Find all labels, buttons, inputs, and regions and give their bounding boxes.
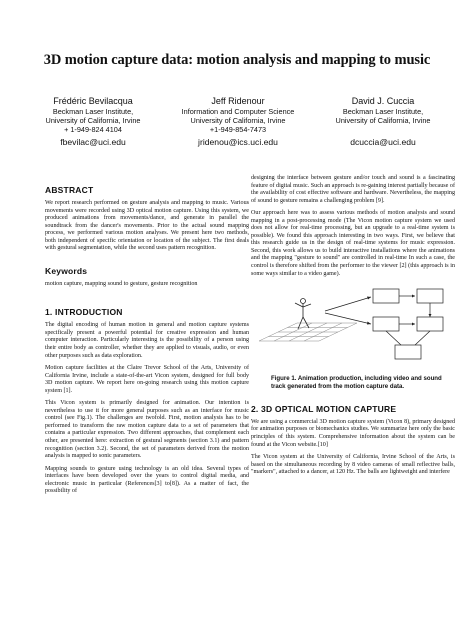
- author-email[interactable]: fbevilac@uci.edu: [60, 137, 126, 148]
- author-phone: + 1-949-824 4104: [64, 125, 122, 135]
- keywords-text: motion capture, mapping sound to gesture, gesture recognition: [45, 280, 198, 287]
- author-2: [163, 96, 313, 147]
- section-2-heading: 2. 3D OPTICAL MOTION CAPTURE: [251, 403, 397, 414]
- author-block: [18, 96, 458, 152]
- abstract-text: We report research performed on gesture analysis and mapping to music. Various movements were recorded using 3D optical motion capture. Using this system, we produced animations from movements/dance, and generate in parallel the soundtrack from the dancer's movements. Prior to the actual sound mapping process, we performed various motion analyses. We present here two methods, both independent of specific orientation or location of the subject. The first deals with gestural segmentation, while the second uses pattern recognition.: [45, 200, 249, 252]
- author-3: [308, 96, 458, 147]
- section-2-paragraph: We are using a commercial 3D motion capture system (Vicon 8), primary designed for animation purposes or biomechanics studies. We summarize here only the basic principles of this system. Comprehensive information about the system can be found at the Vicon website.[10]: [251, 418, 455, 448]
- author-affiliation: Beckman Laser Institute,: [342, 107, 424, 116]
- author-name: Frédéric Bevilacqua: [53, 96, 133, 106]
- author-phone: +1-949-854-7473: [209, 125, 267, 135]
- paper-title: 3D motion capture data: motion analysis and mapping to music: [43, 52, 431, 68]
- right-column: [251, 175, 455, 482]
- author-1: [18, 96, 168, 147]
- body-paragraph: Our approach here was to assess various methods of motion analysis and sound mapping in a post-processing mode (The Vicon motion capture system we used does not allow for real-time processing, but an upgrade to a real-time system is possible). We found this approach interesting in two ways. First, we believe that this research guide us in the design of real-time systems for music expression. Second, this work allows us to build interactive installations where the animations and the mapping "gesture to sound" are controlled in real-time In such a case, the control is therefore shifted from the performer to the viewer [2] (this approach is in some ways similar to a video game).: [251, 210, 455, 277]
- left-column: [45, 185, 249, 501]
- intro-paragraph: Mapping sounds to gesture using technology is an old idea. Several types of interfaces have been developed over the years to control digital media, and electronic music in particular (References[3] to[8]). As a matter of fact, the possibility of: [45, 465, 249, 495]
- figure-1: [251, 283, 455, 371]
- intro-heading: 1. INTRODUCTION: [45, 307, 123, 318]
- intro-paragraph: The digital encoding of human motion in general and motion capture systems specifically present a powerful potential for creative expression and human computer interaction. Particularly interesting is the possibility of a person using their entire body as controller, whether they are applied to visuals, audio, or even other purposes such as data exploration.: [45, 322, 249, 359]
- figure-1-caption: Figure 1. Animation production, including video and sound track generated from the motion capture data.: [271, 375, 442, 390]
- author-name: David J. Cuccia: [351, 96, 415, 106]
- author-email[interactable]: dcuccia@uci.edu: [350, 137, 416, 148]
- body-paragraph: designing the interface between gesture and/or touch and sound is a fascinating feature of digital music. Such an approach is re-gaining interest partially because of the availability of cost effective software and hardware. Nevertheless, the mapping of sound to gesture remains a challenging problem [9].: [251, 175, 455, 204]
- section-2-paragraph: The Vicon system at the University of California, Irvine School of the Arts, is based on the simultaneous recording by 8 video cameras of small reflective balls, "markers", attached to a dancer, at 120 Hz. The balls are lightweight and interfere: [251, 454, 455, 476]
- author-affiliation: Information and Computer Science: [181, 107, 295, 116]
- author-affiliation: Beckman Laser Institute,: [52, 107, 134, 116]
- keywords-heading: Keywords: [45, 265, 88, 276]
- figure-1-diagram: [257, 283, 453, 371]
- author-name: Jeff Ridenour: [211, 96, 265, 106]
- intro-paragraph: This Vicon system is primarily designed for animation. Our intention is nevertheless to use it for more general purposes such as an interface for music control (see Fig.1). The challenges are twofold. First, motion analysis has to be performed to transform the raw motion capture data to a set of parameters that contains a particular expression. Two different approaches, that complement each other, are presented here: extraction of gestural segments (section 3.1) and pattern recognition (section 3.2). Second, the set of parameters derived from the motion analysis is mapped to sonic parameters.: [45, 400, 249, 460]
- intro-paragraph: Motion capture facilities at the Claire Trevor School of the Arts, University of California Irvine, include a state-of-the-art Vicon system, designed for full body 3D motion capture. We report here on-going research using this motion capture system [1].: [45, 365, 249, 394]
- abstract-heading: ABSTRACT: [45, 185, 94, 195]
- author-affiliation: University of California, Irvine: [190, 116, 286, 126]
- author-affiliation: University of California, Irvine: [335, 116, 431, 126]
- author-email[interactable]: jridenou@ics.uci.edu: [198, 137, 278, 148]
- author-affiliation: University of California, Irvine: [45, 116, 141, 126]
